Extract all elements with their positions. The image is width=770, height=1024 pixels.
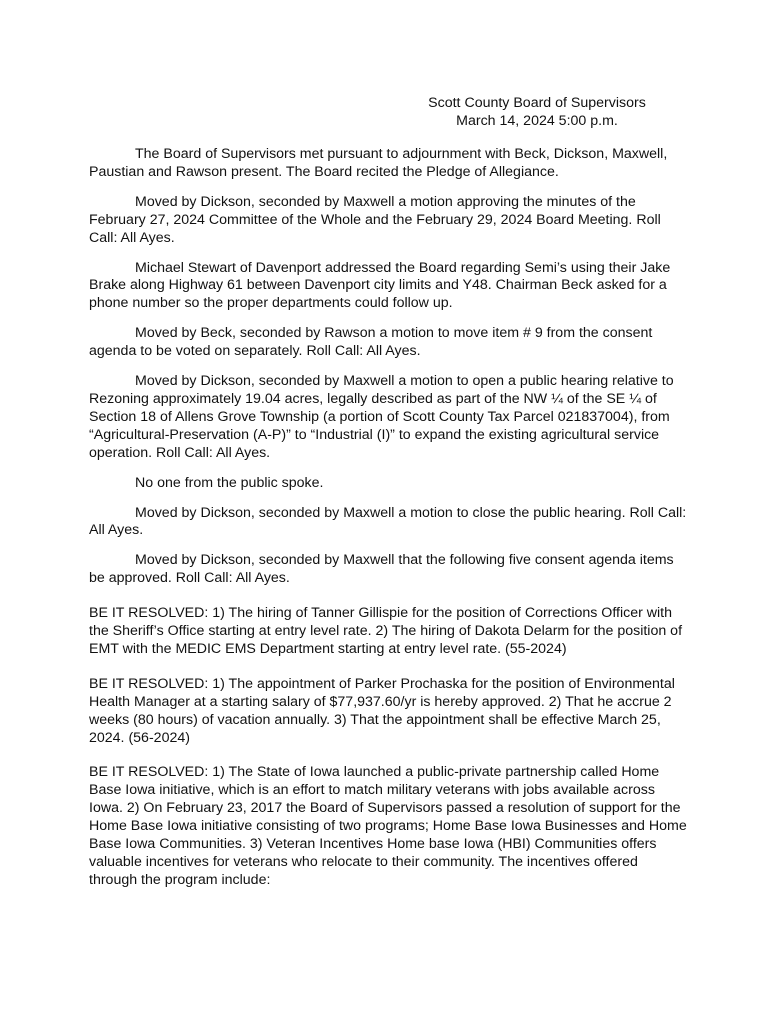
document-body bbox=[89, 146, 689, 907]
paragraph-no-public: No one from the public spoke. bbox=[135, 474, 324, 491]
board-name: Scott County Board of Supervisors bbox=[428, 95, 646, 111]
resolution-home-base-iowa: BE IT RESOLVED: 1) The State of Iowa launched a public-private partnership called Home Base Iowa initiative, which is an effort to match military veterans with jobs available across Iowa. 2) On February 23, 2017 the Board of Supervisors passed a resolution of support for the Home Base Iowa initiative consisting of two programs; Home Base Iowa Businesses and Home Base Iowa Communities. 3) Veteran Incentives Home base Iowa (HBI) Communities offers valuable incentives for veterans who relocate to their community. The incentives offered through the program include: bbox=[89, 764, 687, 888]
paragraph-hearing-open: Moved by Dickson, seconded by Maxwell a motion to open a public hearing relative to Rezoning approximately 19.04 acres, legally described as part of the NW ¼ of the SE ¼ of Section 18 of Allens Grove Township (a portion of Scott County Tax Parcel 021837004), from “Agricultural-Preservation (A-P)” to “Industrial (I)” to expand the existing agricultural service operation. Roll Call: All Ayes. bbox=[89, 373, 674, 461]
paragraph-consent-agenda: Moved by Dickson, seconded by Maxwell that the following five consent agenda items be approved. Roll Call: All Ayes. bbox=[89, 552, 674, 587]
meeting-date: March 14, 2024 5:00 p.m. bbox=[456, 113, 618, 129]
resolution-appointment: BE IT RESOLVED: 1) The appointment of Parker Prochaska for the position of Environmental Health Manager at a starting salary of $77,937.60/yr is hereby approved. 2) That he accrue 2 weeks (80 hours) of vacation annually. 3) That the appointment shall be effective March 25, 2024. (56-2024) bbox=[89, 675, 675, 746]
paragraph-agenda-motion: Moved by Beck, seconded by Rawson a motion to move item # 9 from the consent agenda to be voted on separately. Roll Call: All Ayes. bbox=[89, 325, 653, 360]
paragraph-public-comment: Michael Stewart of Davenport addressed the Board regarding Semi’s using their Jake Brake along Highway 61 between Davenport city limits and Y48. Chairman Beck asked for a phone number so the proper departments could follow up. bbox=[89, 259, 671, 312]
resolution-hiring: BE IT RESOLVED: 1) The hiring of Tanner Gillispie for the position of Corrections Officer with the Sheriff’s Office starting at entry level rate. 2) The hiring of Dakota Delarm for the position of EMT with the MEDIC EMS Department starting at entry level rate. (55-2024) bbox=[89, 605, 683, 657]
paragraph-roll: The Board of Supervisors met pursuant to adjournment with Beck, Dickson, Maxwell, Paustian and Rawson present. The Board recited the Pledge of Allegiance. bbox=[89, 146, 668, 180]
paragraph-hearing-close: Moved by Dickson, seconded by Maxwell a motion to close the public hearing. Roll Call: All Ayes. bbox=[89, 504, 687, 539]
paragraph-minutes-motion: Moved by Dickson, seconded by Maxwell a motion approving the minutes of the February 27, 2024 Committee of the Whole and the February 29, 2024 Board Meeting. Roll Call: All Ayes. bbox=[89, 193, 661, 246]
document-header bbox=[412, 94, 662, 130]
